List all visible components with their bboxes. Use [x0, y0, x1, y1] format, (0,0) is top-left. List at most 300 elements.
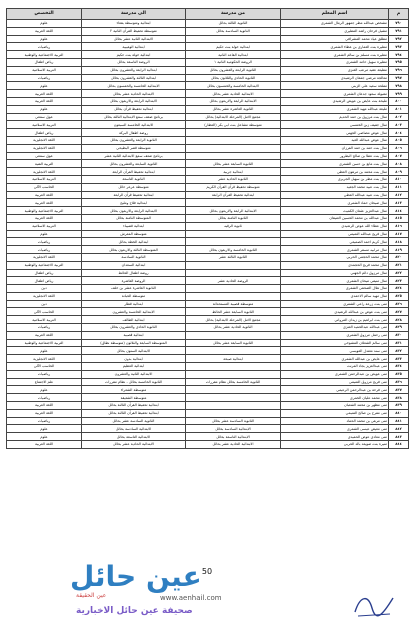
table-row: [7, 82, 409, 90]
row-number-cell: ٨٣٧: [389, 386, 409, 394]
table-row: [7, 363, 409, 371]
to-school-cell: ابتدائية تحفيظ قرآن الرابعة: [82, 191, 186, 199]
specialization-cell: رياضيات: [7, 238, 82, 246]
to-school-cell: الابتدائية التاسعة بحائل: [82, 433, 186, 441]
teacher-name-cell: منى عويض بن عبدالرحمن الشمري: [281, 370, 389, 378]
specialization-cell: التربية الاسلامية: [7, 175, 82, 183]
to-school-cell: الابتدائية الخامسة والخمسون بحائل: [82, 82, 186, 90]
table-row: [7, 324, 409, 332]
to-school-cell: الثانوية الحادي والعشرون بحائل: [82, 324, 186, 332]
teacher-name-cell: مطيرة سهيل حامد الشمري: [281, 58, 389, 66]
table-row: [7, 425, 409, 433]
from-school-cell: الابتدائية الحادية عشر بحائل: [186, 90, 281, 98]
table-row: [7, 136, 409, 144]
row-number-cell: ٨٤٤: [389, 441, 409, 449]
teacher-name-cell: منال عوض عبدالله العيد: [281, 136, 389, 144]
teacher-name-cell: منال بنت محمد بن مرهون العطي: [281, 168, 389, 176]
specialization-cell: رياضيات: [7, 246, 82, 254]
to-school-cell: ابتدائية قصيبة: [82, 331, 186, 339]
to-school-cell: الابتدائية الرابعة والاربعون بحائل: [82, 97, 186, 105]
table-row: [7, 129, 409, 137]
from-school-cell: [186, 402, 281, 410]
table-row: [7, 35, 409, 43]
from-school-cell: ابتدائية جريبة: [186, 168, 281, 176]
table-row: [7, 394, 409, 402]
teacher-name-cell: منى عبدالعزيز بجاد المرنت: [281, 363, 389, 371]
row-number-cell: ٧٩٥: [389, 58, 409, 66]
from-school-cell: الثانوية العاشرة عشر بحائل: [186, 105, 281, 113]
row-number-cell: ٧٩٤: [389, 51, 409, 59]
row-number-cell: ٨٢٣: [389, 277, 409, 285]
teacher-name-cell: مطلق عياد محمد المشرافي: [281, 35, 389, 43]
teacher-name-cell: مطيعة عقيد مرعب العنزي: [281, 66, 389, 74]
specialization-cell: رياضيات: [7, 394, 82, 402]
specialization-cell: اللغة الانجليزية: [7, 168, 82, 176]
signature-stamp: [352, 590, 396, 620]
teacher-name-cell: مفلحة سعيد علي الزبني: [281, 82, 389, 90]
table-row: [7, 386, 409, 394]
table-row: [7, 113, 409, 121]
from-school-cell: [186, 152, 281, 160]
teacher-transfer-sheet: [6, 8, 408, 449]
specialization-cell: دين: [7, 285, 82, 293]
teacher-name-cell: منال صيحان حماد الشمري: [281, 199, 389, 207]
header-to-school: الى مدرسة: [82, 9, 186, 20]
specialization-cell: اللغة الانجليزية: [7, 292, 82, 300]
from-school-cell: [186, 363, 281, 371]
specialization-cell: رياضيات: [7, 74, 82, 82]
specialization-cell: اللغة العربية: [7, 402, 82, 410]
watermark-logo: عين حائل: [70, 560, 202, 593]
table-row: [7, 90, 409, 98]
from-school-cell: الثانوية السابعة عشر بحائل: [186, 160, 281, 168]
to-school-cell: ابتدائية خولة بنت حكيم: [82, 51, 186, 59]
from-school-cell: ابتدائية تحفيظ القرآن الرابعة: [186, 191, 281, 199]
specialization-cell: دين: [7, 300, 82, 308]
row-number-cell: ٧٩٠: [389, 20, 409, 28]
from-school-cell: الروضة الحكومية الثانية ١: [186, 58, 281, 66]
table-row: [7, 261, 409, 269]
specialization-cell: رياض اطفال: [7, 129, 82, 137]
table-header-row: [7, 9, 409, 20]
table-row: [7, 238, 409, 246]
row-number-cell: ٨١٣: [389, 199, 409, 207]
from-school-cell: [186, 238, 281, 246]
from-school-cell: [186, 409, 281, 417]
from-school-cell: [186, 285, 281, 293]
to-school-cell: ابتدائية تحفيظ قرآن بحائل: [82, 105, 186, 113]
from-school-cell: الثانوية الخامسة بحائل نظام مقررات: [186, 378, 281, 386]
row-number-cell: ٨٠١: [389, 105, 409, 113]
row-number-cell: ٧٩٧: [389, 74, 409, 82]
to-school-cell: ابتدائية ومتوسطة بقعاء: [82, 20, 186, 28]
specialization-cell: اللغة الانجليزية: [7, 136, 82, 144]
row-number-cell: ٨٠٢: [389, 113, 409, 121]
table-row: [7, 27, 409, 35]
specialization-cell: رياضيات: [7, 324, 82, 332]
specialization-cell: اللغة العربية: [7, 331, 82, 339]
row-number-cell: ٨١٢: [389, 191, 409, 199]
row-number-cell: ٨١٥: [389, 214, 409, 222]
specialization-cell: رياضيات: [7, 43, 82, 51]
specialization-cell: التربية الاجتماعية والوطنية: [7, 51, 82, 59]
teacher-name-cell: منال مهيد سالم الاحمدي: [281, 292, 389, 300]
table-row: [7, 370, 409, 378]
teacher-name-cell: مشخص عبدالله مطر جمهور الرمال الشمري: [281, 20, 389, 28]
table-row: [7, 43, 409, 51]
to-school-cell: الثانوية الرابعة والعشرون بحائل: [82, 136, 186, 144]
table-body: [7, 20, 409, 449]
teacher-name-cell: منال جفيف زبن الخمسي: [281, 121, 389, 129]
to-school-cell: الابتدائية الثانية والعشرون: [82, 370, 186, 378]
from-school-cell: الابتدائية التاسعة بحائل: [186, 433, 281, 441]
table-row: [7, 160, 409, 168]
specialization-cell: رياض اطفال: [7, 269, 82, 277]
teacher-name-cell: منى عايض بن عبدالله الشمري: [281, 355, 389, 363]
from-school-cell: الروضة الحادية عشر: [186, 277, 281, 285]
specialization-cell: الحاسب الآلي: [7, 363, 82, 371]
specialization-cell: علوم: [7, 433, 82, 441]
from-school-cell: [186, 230, 281, 238]
to-school-cell: ابتدائية قطار: [82, 300, 186, 308]
specialization-cell: اللغة الانجليزية: [7, 355, 82, 363]
teacher-name-cell: منيرة بنت صويعد بالد الحربي: [281, 441, 389, 449]
specialization-cell: اللغة العربية: [7, 97, 82, 105]
table-row: [7, 58, 409, 66]
row-number-cell: ٨٤٠: [389, 409, 409, 417]
row-number-cell: ٨٤١: [389, 417, 409, 425]
row-number-cell: ٨٢٥: [389, 292, 409, 300]
row-number-cell: ٧٩٢: [389, 35, 409, 43]
row-number-cell: ٨٤٣: [389, 433, 409, 441]
specialization-cell: رياضيات: [7, 370, 82, 378]
transfer-table: [6, 8, 409, 449]
table-row: [7, 214, 409, 222]
from-school-cell: الثانوية السادسة بحائل: [186, 27, 281, 35]
from-school-cell: الثانوية السابعة عشر الحائط: [186, 308, 281, 316]
teacher-name-cell: منال منيفي تنيحان الشمري: [281, 277, 389, 285]
specialization-cell: التربية الاسلامية: [7, 121, 82, 129]
table-row: [7, 230, 409, 238]
table-row: [7, 74, 409, 82]
table-row: [7, 300, 409, 308]
specialization-cell: علوم: [7, 386, 82, 394]
table-row: [7, 253, 409, 261]
teacher-name-cell: منى بنت زرعة راعي الشمري: [281, 300, 389, 308]
table-row: [7, 285, 409, 293]
row-number-cell: ٨٢٩: [389, 324, 409, 332]
row-number-cell: ٧٩٨: [389, 82, 409, 90]
teacher-name-cell: منال بنت مطر بن سهيل الجريري: [281, 175, 389, 183]
teacher-name-cell: منى سند معتدل العويسي: [281, 347, 389, 355]
row-number-cell: ٨٠٦: [389, 144, 409, 152]
teacher-name-cell: منى سالم الشعلان المشوخي: [281, 339, 389, 347]
to-school-cell: روضة اطفال الحائط: [82, 269, 186, 277]
teacher-name-cell: منى فريح مرزوق التميمي: [281, 378, 389, 386]
from-school-cell: [186, 394, 281, 402]
specialization-cell: التربية الاسلامية: [7, 316, 82, 324]
table-row: [7, 175, 409, 183]
row-number-cell: ٨١٧: [389, 230, 409, 238]
row-number-cell: ٨٢٠: [389, 253, 409, 261]
from-school-cell: الثانوية الثالثة عشر: [186, 253, 281, 261]
row-number-cell: ٨٢٦: [389, 300, 409, 308]
to-school-cell: ابتدائية السعدان: [82, 261, 186, 269]
to-school-cell: الابتدائية الرابعة والاربعون بحائل: [82, 207, 186, 215]
row-number-cell: ٨٠٣: [389, 121, 409, 129]
to-school-cell: برنامج ضعف سمع الابتدائية الثالثة بحائل: [82, 113, 186, 121]
row-number-cell: ٨٠٠: [389, 97, 409, 105]
table-row: [7, 199, 409, 207]
teacher-name-cell: منال كريم احمد الصميعي: [281, 238, 389, 246]
specialization-cell: اللغة الانجليزية: [7, 253, 82, 261]
specialization-cell: الحاسب الآلي: [7, 308, 82, 316]
teacher-name-cell: منال محمد فريح الحجمدي: [281, 261, 389, 269]
row-number-cell: ٨٢٤: [389, 285, 409, 293]
teacher-name-cell: معالجة مرضي جمعان الرشيدي: [281, 74, 389, 82]
to-school-cell: ابتدائية بدون: [82, 355, 186, 363]
to-school-cell: المتوسطة السابعة والثلاثون (متوسطة نطاق): [82, 339, 186, 347]
from-school-cell: الثانوية الثامنة بحائل: [186, 214, 281, 222]
to-school-cell: الروضة التاسعة بحائل: [82, 58, 186, 66]
from-school-cell: الابتدائية الرابعة والاربعون بحائل: [186, 207, 281, 215]
table-row: [7, 246, 409, 254]
specialization-cell: اللغة العربية: [7, 90, 82, 98]
teacher-name-cell: منى معيض عيسى الشمري: [281, 425, 389, 433]
to-school-cell: الثانوية التاسعة: [82, 175, 186, 183]
to-school-cell: ابتدائية قصيباء: [82, 222, 186, 230]
to-school-cell: المتوسطة الثالثة والاربعون بحائل: [82, 246, 186, 254]
row-number-cell: ٧٩١: [389, 27, 409, 35]
to-school-cell: متوسطة الحبانة: [82, 292, 186, 300]
row-number-cell: ٨٣٦: [389, 378, 409, 386]
teacher-name-cell: منى مرهي بن محمد الحماد: [281, 417, 389, 425]
from-school-cell: مجمع الامل (المرحلة الابتدائية) بحائل: [186, 316, 281, 324]
from-school-cell: الثانوية الرابعة والعشرون بحائل: [186, 66, 281, 74]
to-school-cell: ابتدائية فلاح ومليح: [82, 199, 186, 207]
from-school-cell: ابتدائية خولة بنت حكيم: [186, 43, 281, 51]
teacher-name-cell: منى فرحة بن عبدالرحمن الرعيمي: [281, 386, 389, 394]
teacher-name-cell: منال محمد الحجمي الحربي: [281, 253, 389, 261]
row-number-cell: ٨٢٨: [389, 316, 409, 324]
to-school-cell: الثانوية السادسة: [82, 253, 186, 261]
to-school-cell: روضة اطفال البركة: [82, 129, 186, 137]
to-school-cell: ابتدائية الوهيبية: [82, 43, 186, 51]
to-school-cell: متوسطة الشعيقة: [82, 394, 186, 402]
to-school-cell: ابتدائية الثالثة والعشرون بحائل: [82, 74, 186, 82]
row-number-cell: ٨٤٢: [389, 425, 409, 433]
row-number-cell: ٨٠٨: [389, 160, 409, 168]
specialization-cell: اللغة العربية: [7, 191, 82, 199]
specialization-cell: رياضيات: [7, 417, 82, 425]
from-school-cell: متوسطة قصيبة المستحداثة: [186, 300, 281, 308]
specialization-cell: الحاسب الآلي: [7, 183, 82, 191]
news-watermark: [70, 560, 270, 632]
from-school-cell: ابتدائية صبحة: [186, 355, 281, 363]
teacher-name-cell: منال بنت عبيد محمد الجعيد: [281, 183, 389, 191]
teacher-name-cell: منى بنت ابراهيم بن زيدان المرواني: [281, 316, 389, 324]
from-school-cell: الابتدائية الرابعة والاربعون بحائل: [186, 97, 281, 105]
from-school-cell: [186, 136, 281, 144]
to-school-cell: الثانوية السادسة عشر بحائل: [82, 417, 186, 425]
teacher-name-cell: منال بنت مرزوق بن حمد الحديم: [281, 113, 389, 121]
teacher-name-cell: منى معادي عوض الحميدي: [281, 433, 389, 441]
table-row: [7, 168, 409, 176]
to-school-cell: الابتدائية الحادية عشر بحائل: [82, 90, 186, 98]
teacher-name-cell: مقبولة سعود جدعان الشمري: [281, 90, 389, 98]
to-school-cell: الابتدائية الثانية عشر بحائل: [82, 35, 186, 43]
to-school-cell: الابتدائية الحادية عشر بحائل: [82, 441, 186, 449]
to-school-cell: ابتدائية تحفيظ القرآن الثالثة بحائل: [82, 402, 186, 410]
teacher-name-cell: مليحة بنت عايض بن عويض الرشيدي: [281, 97, 389, 105]
to-school-cell: ابتدائية الرابعة والعشرون بحائل: [82, 66, 186, 74]
row-number-cell: ٨٣٤: [389, 363, 409, 371]
header-from-school: من مدرسة: [186, 9, 281, 20]
specialization-cell: التربية الاجتماعية والوطنية: [7, 339, 82, 347]
teacher-name-cell: منال فريح عبدالله التميمي: [281, 230, 389, 238]
teacher-name-cell: منال مرابيه مسفر الشمري: [281, 246, 389, 254]
specialization-cell: علوم: [7, 82, 82, 90]
to-school-cell: متوسطة قصر البطيحي: [82, 144, 186, 152]
teacher-name-cell: منال بنت حمد بن حمد الفرزان: [281, 144, 389, 152]
from-school-cell: [186, 129, 281, 137]
table-row: [7, 207, 409, 215]
table-row: [7, 269, 409, 277]
table-row: [7, 97, 409, 105]
header-number: م: [389, 9, 409, 20]
row-number-cell: ٨١٠: [389, 175, 409, 183]
from-school-cell: [186, 261, 281, 269]
specialization-cell: اللغة العربية: [7, 199, 82, 207]
teacher-name-cell: مطيرة بنت مسلم بن سالم الشمري: [281, 51, 389, 59]
row-number-cell: ٨١٨: [389, 238, 409, 246]
from-school-cell: الابتدائية الحادية عشر بحائل: [186, 441, 281, 449]
row-number-cell: ٨٣٨: [389, 394, 409, 402]
from-school-cell: [186, 269, 281, 277]
row-number-cell: ٨٣٩: [389, 402, 409, 410]
teacher-name-cell: منى محمد عليان الخمري: [281, 394, 389, 402]
from-school-cell: [186, 386, 281, 394]
from-school-cell: ابتدائية القاعد الثانية: [186, 51, 281, 59]
to-school-cell: الابتدائية الخامسة السبعون: [82, 121, 186, 129]
row-number-cell: ٧٩٩: [389, 90, 409, 98]
table-row: [7, 183, 409, 191]
from-school-cell: الثانوية الثالثة بحائل: [186, 20, 281, 28]
from-school-cell: [186, 370, 281, 378]
to-school-cell: الثانوية العاشرة عشر بن خلف: [82, 285, 186, 293]
row-number-cell: ٨٣٣: [389, 355, 409, 363]
to-school-cell: ابتدائية العظيم: [82, 363, 186, 371]
row-number-cell: ٨١٦: [389, 222, 409, 230]
from-school-cell: الابتدائية الخامسة والخمسون بحائل: [186, 82, 281, 90]
table-row: [7, 222, 409, 230]
table-row: [7, 331, 409, 339]
specialization-cell: التربية الفنية: [7, 160, 82, 168]
from-school-cell: الابتدائية السادسة بحائل: [186, 425, 281, 433]
table-row: [7, 355, 409, 363]
specialization-cell: علوم: [7, 425, 82, 433]
row-number-cell: ٧٩٦: [389, 66, 409, 74]
table-row: [7, 20, 409, 28]
specialization-cell: علوم: [7, 35, 82, 43]
teacher-name-cell: منال بنت عطا بن صالح البطرور: [281, 152, 389, 160]
to-school-cell: ابتدائية تحفيظ القرآن الرابعة: [82, 168, 186, 176]
specialization-cell: اللغة العربية: [7, 409, 82, 417]
specialization-cell: علوم: [7, 20, 82, 28]
to-school-cell: متوسطة تحفيظ القرآن الثانية ٢: [82, 27, 186, 35]
row-number-cell: ٨١٩: [389, 246, 409, 254]
table-row: [7, 121, 409, 129]
specialization-cell: اللغة العربية: [7, 214, 82, 222]
from-school-cell: الثانوية الحادية عشر: [186, 175, 281, 183]
from-school-cell: ثانوية الرقيه: [186, 222, 281, 230]
to-school-cell: ابتدائية الخطة بحائل: [82, 238, 186, 246]
specialization-cell: رياض اطفال: [7, 58, 82, 66]
table-row: [7, 433, 409, 441]
teacher-name-cell: مشيل فرحان راشد المطيري: [281, 27, 389, 35]
from-school-cell: [186, 347, 281, 355]
watermark-url: www.aenhail.com: [160, 594, 222, 602]
teacher-name-cell: منال عبدالله بن محمد الحسين العنيقان: [281, 214, 389, 222]
row-number-cell: ٨٠٩: [389, 168, 409, 176]
to-school-cell: الثانوية السابعة والعشرون بحائل: [82, 160, 186, 168]
row-number-cell: ٨١٤: [389, 207, 409, 215]
to-school-cell: الروضة العاشرة: [82, 277, 186, 285]
table-row: [7, 292, 409, 300]
specialization-cell: اللغة العربية: [7, 27, 82, 35]
from-school-cell: الثانوية السابعة عشر بحائل: [186, 339, 281, 347]
from-school-cell: الثانوية الحادي والثلاثون بحائل: [186, 74, 281, 82]
teacher-name-cell: مطيرة بنت العماري بن عطاء الشمري: [281, 43, 389, 51]
table-row: [7, 277, 409, 285]
from-school-cell: الثانوية الحادية عشر بحائل: [186, 324, 281, 332]
teacher-name-cell: منال مرزوق دائم الجهني: [281, 269, 389, 277]
from-school-cell: متوسطة تحفيظ قرآن القرآن الكريم: [186, 183, 281, 191]
specialization-cell: اللغة الانجليزية: [7, 144, 82, 152]
specialization-cell: التربية الاسلامية: [7, 66, 82, 74]
specialization-cell: التربية الاجتماعية والوطنية: [7, 207, 82, 215]
row-number-cell: ٨٠٥: [389, 136, 409, 144]
from-school-cell: مجمع الامل (المرحلة الابتدائية) بحائل: [186, 113, 281, 121]
to-school-cell: متوسطة الشعراء: [82, 386, 186, 394]
header-specialization: التخصص: [7, 9, 82, 20]
table-row: [7, 66, 409, 74]
teacher-name-cell: منى مظهر بن محمد الشعبان: [281, 402, 389, 410]
specialization-cell: اللغة العربية: [7, 441, 82, 449]
teacher-name-cell: منى رحمل مرزوق الشمري: [281, 331, 389, 339]
header-teacher-name: اسم المعلم: [281, 9, 389, 20]
specialization-cell: التربية الاسلامية: [7, 222, 82, 230]
from-school-cell: [186, 144, 281, 152]
teacher-name-cell: مليعة عبدالله مهيد الشمري: [281, 105, 389, 113]
table-row: [7, 51, 409, 59]
to-school-cell: ابتدائية تحفيظ القرآن الثالثة بحائل: [82, 409, 186, 417]
from-school-cell: الثانوية الخامسة والاربعون بحائل: [186, 246, 281, 254]
specialization-cell: علوم: [7, 347, 82, 355]
table-row: [7, 144, 409, 152]
table-row: [7, 347, 409, 355]
teacher-name-cell: منى بنت عوض بن عبدالله الرشيدي: [281, 308, 389, 316]
to-school-cell: الثانوية الخامسة بحائل - نظام مقررات: [82, 378, 186, 386]
table-row: [7, 441, 409, 449]
to-school-cell: متوسطة المعرش: [82, 230, 186, 238]
teacher-name-cell: منى مفرح بن صالح التميمي: [281, 409, 389, 417]
teacher-name-cell: منى عبدالله عبدالحميد العنزي: [281, 324, 389, 332]
specialization-cell: عوق سمعي: [7, 152, 82, 160]
from-school-cell: [186, 331, 281, 339]
table-row: [7, 152, 409, 160]
row-number-cell: ٨٢١: [389, 261, 409, 269]
